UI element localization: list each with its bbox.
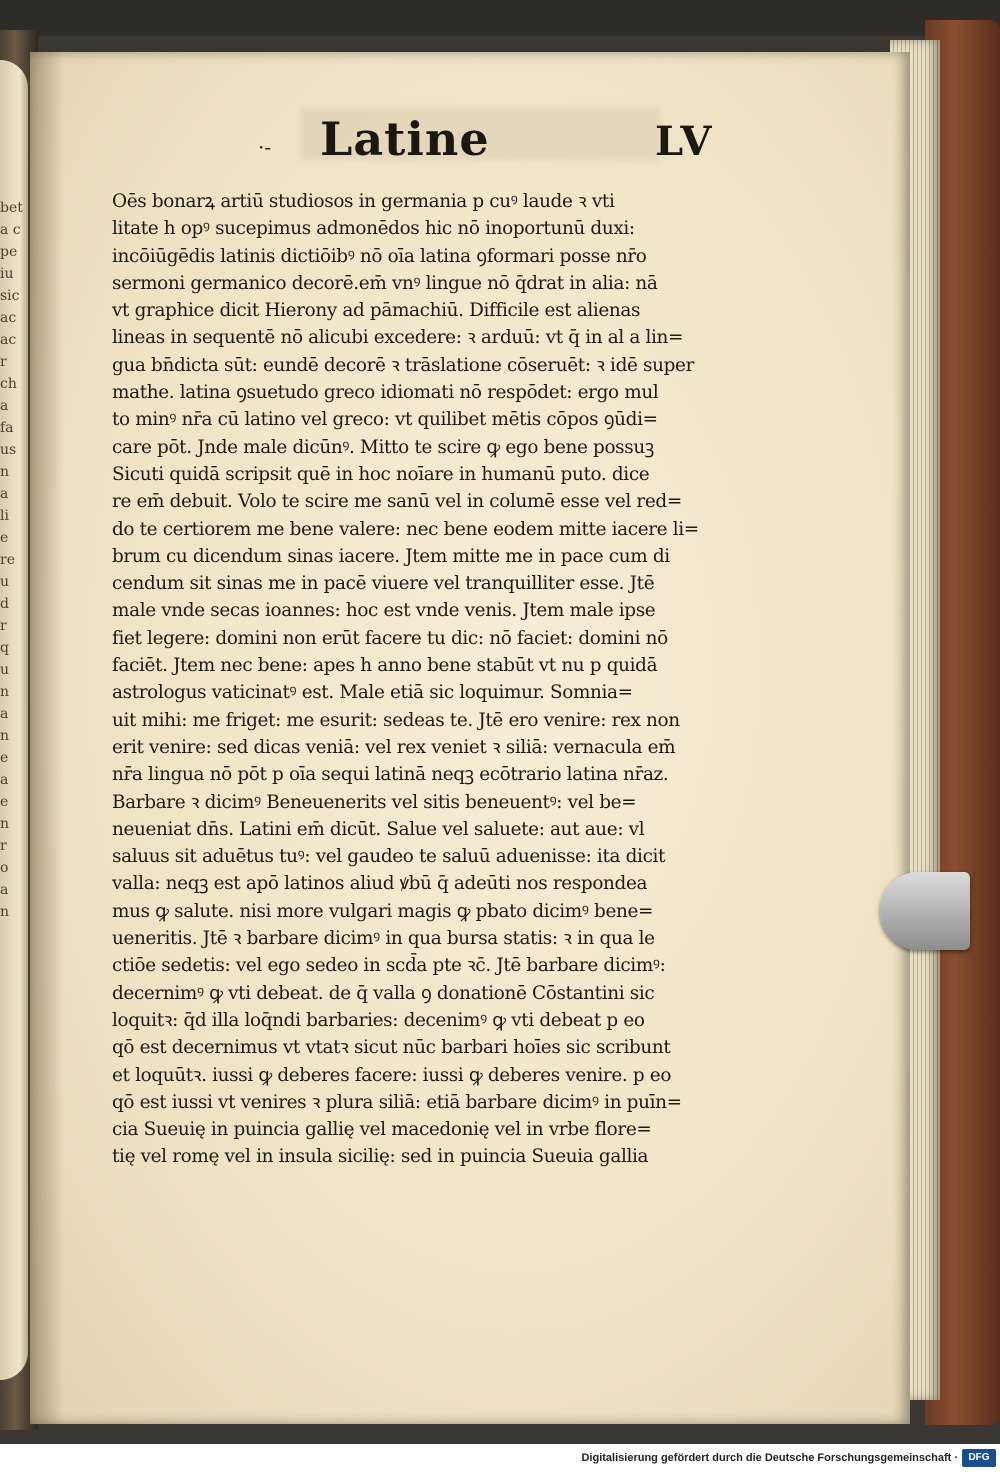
margin-fragment: r bbox=[0, 838, 7, 854]
margin-fragment: sic bbox=[0, 288, 20, 304]
text-line: loquitꝛ: q̄d illa loq̄ndi barbaries: decenimꝰ ꝙ vti debeat p eo bbox=[112, 1009, 645, 1031]
text-line: vt graphice dicit Hierony ad pāmachiū. Difficile est alienas bbox=[112, 300, 641, 322]
text-line: astrologus vaticinatꝰ est. Male etiā sic loquimur. Somnia= bbox=[112, 682, 633, 704]
margin-fragment: n bbox=[0, 816, 10, 832]
margin-fragment: e bbox=[0, 530, 9, 546]
text-line: uit mihi: me friget: me esurit: sedeas te. Jtē ero venire: rex non bbox=[112, 709, 680, 731]
margin-fragment: n bbox=[0, 684, 10, 700]
text-line: incōiūgēdis latinis dictiōibꝰ nō oīa latina ꝯformari posse nr̄o bbox=[112, 245, 647, 267]
text-line: mus ꝙ salute. nisi more vulgari magis ꝙ pbato dicimꝰ bene= bbox=[112, 900, 654, 922]
text-line: lineas in sequentē nō alicubi excedere: ꝛ arduū: vt q̄ in al a lin= bbox=[112, 327, 684, 349]
margin-fragment: ac bbox=[0, 332, 17, 348]
text-line: Oēs bonarꝝ artiū studiosos in germania p cuꝰ laude ꝛ vti bbox=[112, 191, 615, 212]
text-line: erit venire: sed dicas veniā: vel rex veniet ꝛ siliā: vernacula em̄ bbox=[112, 736, 676, 758]
margin-fragment: r bbox=[0, 618, 7, 634]
text-line: cia Sueuię in puincia gallię vel macedonię vel in vrbe flore= bbox=[112, 1119, 652, 1141]
margin-fragment: o bbox=[0, 860, 9, 876]
text-line: cendum sit sinas me in pacē viuere vel tranquilliter esse. Jtē bbox=[112, 573, 655, 595]
margin-fragment: d bbox=[0, 596, 9, 612]
margin-fragment: iu bbox=[0, 266, 14, 282]
text-block bbox=[112, 188, 767, 1171]
text-line: care pōt. Jnde male dicūnꝰ. Mitto te scire ꝙ ego bene possuꝫ bbox=[112, 436, 654, 458]
text-line: sermoni germanico decorē.em̄ vnꝰ lingue nō q̄drat in alia: nā bbox=[112, 272, 658, 294]
text-line: saluus sit aduētus tuꝰ: vel gaudeo te saluū aduenisse: ita dicit bbox=[112, 846, 666, 868]
margin-fragment: a bbox=[0, 882, 9, 898]
margin-fragment: a bbox=[0, 706, 9, 722]
text-line: decernimꝰ ꝙ vti debeat. de q̄ valla ꝯ donationē Cōstantini sic bbox=[112, 982, 655, 1004]
text-line: do te certiorem me bene valere: nec bene eodem mitte iacere li= bbox=[112, 518, 699, 540]
text-line: et loquūtꝛ. iussi ꝙ deberes facere: iussi ꝙ deberes venire. p eo bbox=[112, 1064, 672, 1086]
margin-fragment: q bbox=[0, 640, 9, 656]
page-clip bbox=[880, 872, 970, 950]
text-line: ctiōe sedetis: vel ego sedeo in scd̄a pte ꝛc̄. Jtē barbare dicimꝰ: bbox=[112, 955, 666, 977]
text-line: litate h opꝰ sucepimus admonēdos hic nō inoportunū duxi: bbox=[112, 218, 635, 240]
text-line: nr̄a lingua nō pōt p oīa sequi latinā neqꝫ ecōtrario latina nr̄az. bbox=[112, 764, 669, 786]
margin-fragment: n bbox=[0, 464, 10, 480]
text-line: Sicuti quidā scripsit quē in hoc noīare in humanū puto. dice bbox=[112, 463, 650, 485]
margin-fragment: a bbox=[0, 486, 9, 502]
margin-fragment: e bbox=[0, 794, 9, 810]
footer-bar bbox=[0, 1444, 1000, 1474]
text-line: valla: neqꝫ est apō latinos aliud ꝟbū q̄ adeūti nos respondea bbox=[112, 873, 648, 895]
margin-fragment: a c bbox=[0, 222, 21, 238]
margin-fragment: e bbox=[0, 750, 9, 766]
margin-fragment: u bbox=[0, 662, 10, 678]
margin-fragment: fa bbox=[0, 420, 14, 436]
margin-fragment: bet bbox=[0, 200, 23, 216]
scan-top-band bbox=[0, 0, 1000, 36]
folio-number: LV bbox=[655, 118, 714, 165]
left-page-fragments bbox=[0, 200, 26, 926]
text-line: tię vel romę vel in insula sicilię: sed in puincia Sueuia gallia bbox=[112, 1146, 649, 1168]
text-line: re em̄ debuit. Volo te scire me sanū vel in columē esse vel red= bbox=[112, 491, 682, 513]
margin-fragment: n bbox=[0, 728, 10, 744]
running-title: Latine bbox=[320, 112, 490, 166]
margin-fragment: r bbox=[0, 354, 7, 370]
text-line: gua bn̄dicta sūt: eundē decorē ꝛ trāslatione cōseruēt: ꝛ idē super bbox=[112, 354, 695, 376]
margin-fragment: pe bbox=[0, 244, 18, 260]
text-line: to minꝰ nr̄a cū latino vel greco: vt quilibet mētis cōpos ꝯūdi= bbox=[112, 409, 658, 431]
dfg-logo: DFG bbox=[962, 1449, 996, 1467]
margin-fragment: a bbox=[0, 398, 9, 414]
header-ornament: ·- bbox=[258, 135, 272, 159]
margin-fragment: a bbox=[0, 772, 9, 788]
margin-fragment: u bbox=[0, 574, 10, 590]
margin-fragment: ch bbox=[0, 376, 17, 392]
text-line: Barbare ꝛ dicimꝰ Beneuenerits vel sitis beneuentꝰ: vel be= bbox=[112, 791, 637, 813]
funding-credit: Digitalisierung gefördert durch die Deutsche Forschungsgemeinschaft · bbox=[581, 1452, 958, 1464]
text-line: brum cu dicendum sinas iacere. Jtem mitte me in pace cum di bbox=[112, 545, 670, 567]
margin-fragment: us bbox=[0, 442, 17, 458]
margin-fragment: li bbox=[0, 508, 9, 524]
text-line: qō est iussi vt venires ꝛ plura siliā: etiā barbare dicimꝰ in puīn= bbox=[112, 1091, 682, 1113]
text-line: ueneritis. Jtē ꝛ barbare dicimꝰ in qua bursa statis: ꝛ in qua le bbox=[112, 928, 655, 950]
text-line: mathe. latina ꝯsuetudo greco idiomati nō respōdet: ergo mul bbox=[112, 382, 659, 404]
text-line: qō est decernimus vt vtatꝛ sicut nūc barbari hoīes sic scribunt bbox=[112, 1037, 671, 1059]
text-line: male vnde secas ioannes: hoc est vnde venis. Jtem male ipse bbox=[112, 600, 656, 622]
page-gutter-shadow bbox=[30, 52, 64, 1424]
margin-fragment: re bbox=[0, 552, 15, 568]
text-line: neueniat dn̄s. Latini em̄ dicūt. Salue vel saluete: aut aue: vl bbox=[112, 818, 645, 840]
margin-fragment: n bbox=[0, 904, 10, 920]
margin-fragment: ac bbox=[0, 310, 17, 326]
text-line: fiet legere: domini non erūt facere tu dic: nō faciet: domini nō bbox=[112, 627, 668, 649]
text-line: faciēt. Jtem nec bene: apes h anno bene stabūt vt nu p quidā bbox=[112, 655, 658, 677]
